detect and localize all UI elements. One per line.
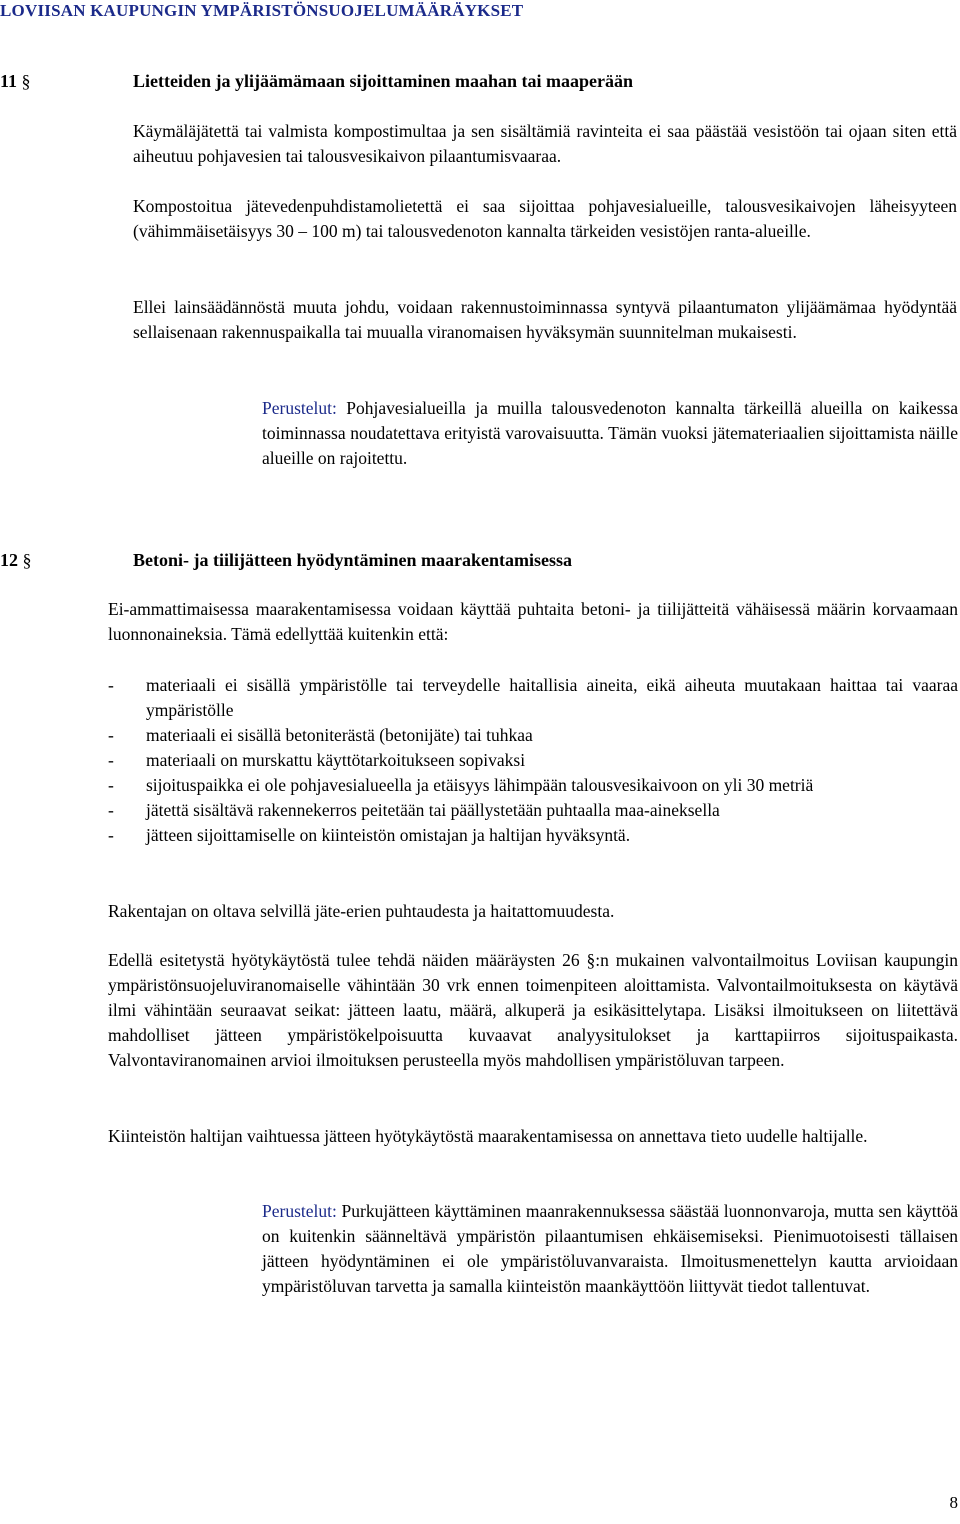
rationale-label: Perustelut: bbox=[262, 1201, 337, 1221]
section-number: 12 § bbox=[0, 550, 32, 570]
rationale-text: Pohjavesialueilla ja muilla talousvedenoton kannalta tärkeillä alueilla on kaikessa toiminnassa noudatettava erityistä varovaisuutta. Tämän vuoksi jätemateriaalien sijoittamista näille alueille on rajoitettu. bbox=[262, 398, 958, 468]
paragraph: Ellei lainsäädännöstä muuta johdu, voidaan rakennustoiminnassa syntyvä pilaantumaton ylijäämämaa hyödyntää sellaisenaan rakennuspaikalla tai muualla viranomaisen hyväksymän suunnitelman mukaisesti. bbox=[133, 297, 957, 342]
section-title: Lietteiden ja ylijäämämaan sijoittaminen maahan tai maaperään bbox=[133, 71, 633, 91]
paragraph: Kompostoitua jätevedenpuhdistamolietettä ei saa sijoittaa pohjavesialueille, talousvesikaivojen läheisyyteen (vähimmäisetäisyys 30 – 100 m) tai talousvedenoton kannalta tärkeiden vesistöjen ranta-alueille. bbox=[133, 196, 957, 241]
list-item: - sijoituspaikka ei ole pohjavesialueella ja etäisyys lähimpään talousvesikaivoon on yli 30 metriä bbox=[108, 775, 814, 795]
page-number: 8 bbox=[949, 1493, 958, 1512]
rationale-paragraph bbox=[262, 1199, 958, 1299]
paragraph: Käymäläjätettä tai valmista kompostimultaa ja sen sisältämiä ravinteita ei saa päästää vesistöön tai ojaan siten että aiheutuu pohjavesien tai talousvesikaivon pilaantumisvaaraa. bbox=[133, 121, 957, 166]
rationale-label: Perustelut: bbox=[262, 398, 337, 418]
list-item: - materiaali on murskattu käyttötarkoitukseen sopivaksi bbox=[108, 750, 526, 770]
list-item: - materiaali ei sisällä betoniterästä (betonijäte) tai tuhkaa bbox=[108, 725, 533, 745]
rationale-text: Purkujätteen käyttäminen maanrakennuksessa säästää luonnonvaroja, mutta sen käyttöä on kuitenkin säänneltävä ympäristön pilaantumisen ehkäisemiseksi. Pienimuotoisesti tällaisen jätteen hyödyntäminen ei ole ympäristöluvanvaraista. Ilmoitusmenettelyn kautta arvioidaan ympäristöluvan tarvetta ja samalla kiinteistön maankäyttöön liittyvät tiedot tallentuvat. bbox=[262, 1201, 958, 1296]
section-number: 11 § bbox=[0, 71, 31, 91]
list-item: - materiaali ei sisällä ympäristölle tai terveydelle haitallisia aineita, eikä aiheuta muutakaan haittaa tai vaaraa ympäristölle bbox=[108, 675, 958, 720]
paragraph: Ei-ammattimaisessa maarakentamisessa voidaan käyttää puhtaita betoni- ja tiilijätteitä vähäisessä määrin korvaamaan luonnonaineksia. Tämä edellyttää kuitenkin että: bbox=[108, 599, 958, 644]
list-item: - jätettä sisältävä rakennekerros peitetään tai päällystetään puhtaalla maa-aineksella bbox=[108, 800, 720, 820]
paragraph: Rakentajan on oltava selvillä jäte-erien puhtaudesta ja haitattomuudesta. bbox=[108, 901, 615, 921]
document-header: LOVIISAN KAUPUNGIN YMPÄRISTÖNSUOJELUMÄÄRÄYKSET bbox=[0, 1, 524, 20]
paragraph: Kiinteistön haltijan vaihtuessa jätteen hyötykäytöstä maarakentamisessa on annettava tieto uudelle haltijalle. bbox=[108, 1126, 868, 1146]
section-title: Betoni- ja tiilijätteen hyödyntäminen maarakentamisessa bbox=[133, 550, 572, 570]
rationale-paragraph bbox=[262, 396, 958, 471]
list-item: - jätteen sijoittamiselle on kiinteistön omistajan ja haltijan hyväksyntä. bbox=[108, 825, 631, 845]
paragraph: Edellä esitetystä hyötykäytöstä tulee tehdä näiden määräysten 26 §:n mukainen valvontailmoitus Loviisan kaupungin ympäristönsuojeluviranomaiselle vähintään 30 vrk ennen toimenpiteen aloittamista. Valvontailmoituksesta on käytävä ilmi vähintään seuraavat seikat: jätteen laatu, määrä, alkuperä ja esikäsittelytapa. Lisäksi ilmoitukseen on liitettävä mahdolliset jätteen ympäristökelpoisuutta kuvaavat analyysitulokset ja karttapiirros sijoituspaikasta. Valvontaviranomainen arvioi ilmoituksen perusteella myös mahdollisen ympäristöluvan tarpeen. bbox=[108, 950, 958, 1070]
conditions-list bbox=[108, 673, 958, 848]
